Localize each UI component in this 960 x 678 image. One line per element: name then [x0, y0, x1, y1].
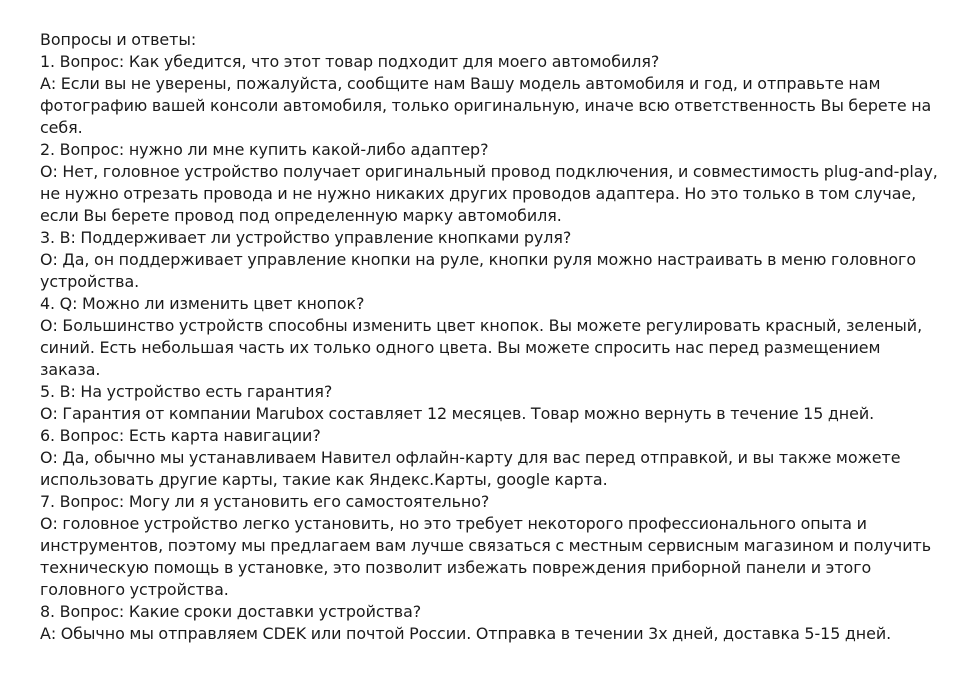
faq-question-7: 7. Вопрос: Могу ли я установить его самостоятельно?	[40, 492, 490, 511]
faq-question-3: 3. В: Поддерживает ли устройство управление кнопками руля?	[40, 228, 572, 247]
faq-question-2: 2. Вопрос: нужно ли мне купить какой-либо адаптер?	[40, 140, 489, 159]
faq-heading: Вопросы и ответы:	[40, 30, 197, 49]
faq-block	[40, 29, 940, 645]
faq-answer-4: О: Большинство устройств способны изменить цвет кнопок. Вы можете регулировать красный, зеленый, синий. Есть небольшая часть их только одного цвета. Вы можете спросить нас перед размещением заказа.	[40, 316, 923, 379]
faq-answer-8: А: Обычно мы отправляем CDEK или почтой России. Отправка в течении 3х дней, доставка 5-15 дней.	[40, 624, 892, 643]
faq-answer-3: О: Да, он поддерживает управление кнопки на руле, кнопки руля можно настраивать в меню головного устройства.	[40, 250, 917, 291]
faq-question-5: 5. В: На устройство есть гарантия?	[40, 382, 333, 401]
faq-question-6: 6. Вопрос: Есть карта навигации?	[40, 426, 321, 445]
faq-answer-1: А: Если вы не уверены, пожалуйста, сообщите нам Вашу модель автомобиля и год, и отправьте нам фотографию вашей консоли автомобиля, только оригинальную, иначе всю ответственность Вы берете на себя.	[40, 74, 932, 137]
faq-question-8: 8. Вопрос: Какие сроки доставки устройства?	[40, 602, 422, 621]
faq-answer-5: О: Гарантия от компании Marubox составляет 12 месяцев. Товар можно вернуть в течение 15 дней.	[40, 404, 875, 423]
faq-answer-2: О: Нет, головное устройство получает оригинальный провод подключения, и совместимость plug-and-play, не нужно отрезать провода и не нужно никаких других проводов адаптера. Но это только в том случае, если Вы берете провод под определенную марку автомобиля.	[40, 162, 938, 225]
faq-answer-6: О: Да, обычно мы устанавливаем Навител офлайн-карту для вас перед отправкой, и вы также можете использовать другие карты, такие как Яндекс.Карты, google карта.	[40, 448, 901, 489]
faq-answer-7: О: головное устройство легко установить, но это требует некоторого профессионального опыта и инструментов, поэтому мы предлагаем вам лучше связаться с местным сервисным магазином и получить техническую помощь в установке, это позволит избежать повреждения приборной панели и этого головного устройства.	[40, 514, 932, 599]
faq-question-4: 4. Q: Можно ли изменить цвет кнопок?	[40, 294, 365, 313]
faq-question-1: 1. Вопрос: Как убедится, что этот товар подходит для моего автомобиля?	[40, 52, 660, 71]
